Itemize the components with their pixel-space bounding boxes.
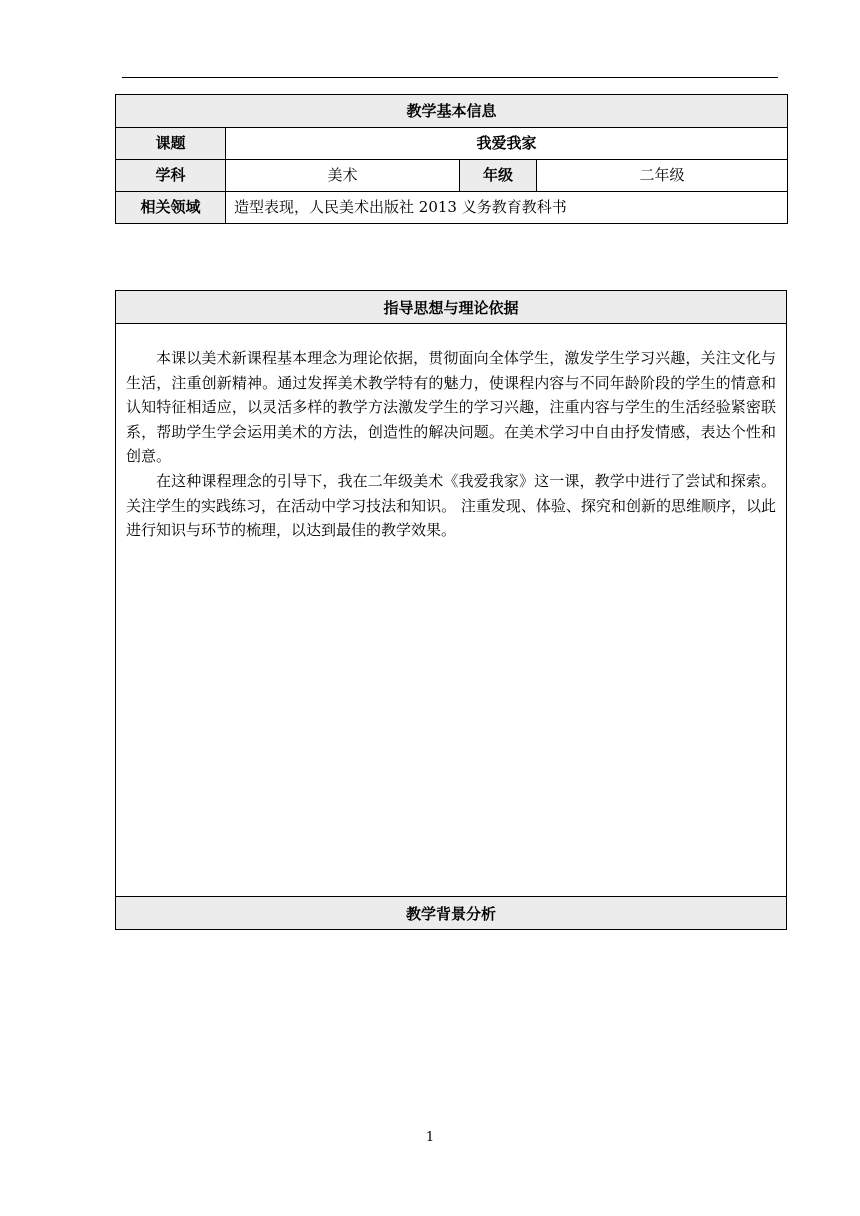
guiding-body	[116, 324, 786, 895]
basic-info-header: 教学基本信息	[116, 95, 788, 128]
topic-value: 我爱我家	[226, 128, 788, 160]
grade-value: 二年级	[537, 160, 788, 192]
guiding-header: 指导思想与理论依据	[116, 291, 786, 324]
background-header: 教学背景分析	[116, 896, 786, 929]
guiding-section	[115, 290, 787, 930]
page-number: 1	[425, 1130, 435, 1145]
topic-label: 课题	[116, 128, 226, 160]
subject-value: 美术	[226, 160, 460, 192]
field-value: 造型表现，人民美术出版社 2013 义务教育教科书	[226, 192, 788, 224]
field-label: 相关领域	[116, 192, 226, 224]
grade-label: 年级	[460, 160, 537, 192]
subject-label: 学科	[116, 160, 226, 192]
guiding-paragraph-1: 本课以美术新课程基本理念为理论依据，贯彻面向全体学生，激发学生学习兴趣，关注文化与生活，注重创新精神。通过发挥美术教学特有的魅力，使课程内容与不同年龄阶段的学生的情意和认知特征相适应，以灵活多样的教学方法激发学生的学习兴趣，注重内容与学生的生活经验紧密联系，帮助学生学会运用美术的方法，创造性的解决问题。在美术学习中自由抒发情感，表达个性和创意。	[126, 349, 776, 466]
basic-info-table	[115, 94, 788, 224]
header-rule	[122, 77, 778, 78]
guiding-paragraph-2: 在这种课程理念的引导下，我在二年级美术《我爱我家》这一课，教学中进行了尝试和探索。关注学生的实践练习，在活动中学习技法和知识。 注重发现、体验、探究和创新的思维顺序，以此进行知识与环节的梳理，以达到最佳的教学效果。	[126, 471, 776, 540]
